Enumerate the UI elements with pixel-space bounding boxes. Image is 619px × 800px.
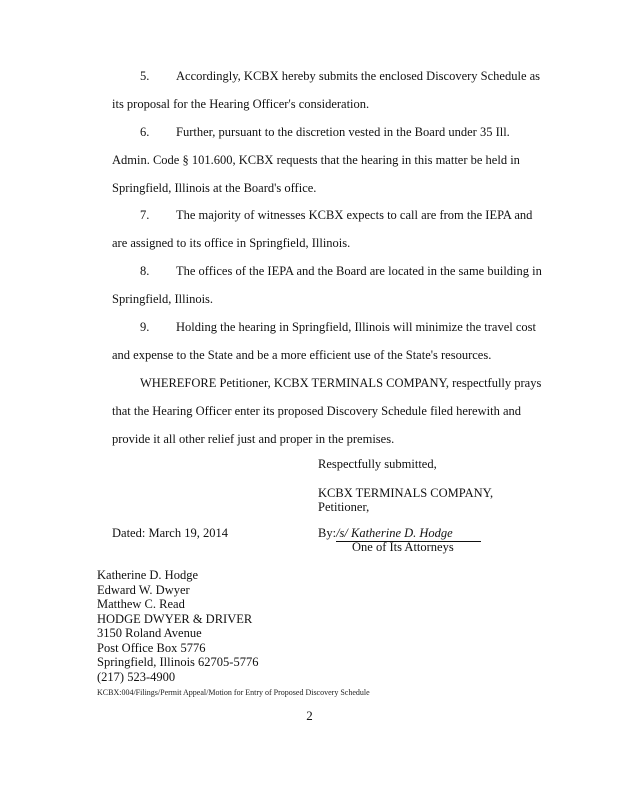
attorney-name: Matthew C. Read: [97, 597, 185, 611]
address-line: 3150 Roland Avenue: [97, 626, 202, 640]
paragraph-text: Admin. Code § 101.600, KCBX requests that the hearing in this matter be held in: [112, 153, 520, 167]
paragraph-text: The offices of the IEPA and the Board are located in the same building in: [176, 264, 542, 278]
paragraph-5: [112, 62, 541, 118]
paragraph-number: 6.: [140, 125, 150, 139]
counsel-block: [97, 568, 258, 684]
paragraph-text: and expense to the State and be a more efficient use of the State's resources.: [112, 348, 492, 362]
phone-number: (217) 523-4900: [97, 669, 176, 684]
paragraph-8: [112, 257, 542, 313]
paragraph-text: Holding the hearing in Springfield, Illinois will minimize the travel cost: [176, 320, 537, 334]
by-label: By:: [318, 526, 337, 540]
file-reference: KCBX:004/Filings/Permit Appeal/Motion for Entry of Proposed Discovery Schedule: [97, 688, 370, 697]
party-role: Petitioner,: [318, 500, 370, 514]
electronic-signature: /s/ Katherine D. Hodge: [336, 526, 481, 542]
paragraph-number: 8.: [140, 264, 150, 278]
wherefore-clause: [112, 369, 542, 453]
paragraph-text: Accordingly, KCBX hereby submits the enclosed Discovery Schedule as: [176, 69, 541, 83]
address-line: Springfield, Illinois 62705-5776: [97, 655, 259, 669]
attorney-name: Edward W. Dwyer: [97, 582, 190, 597]
paragraph-text: that the Hearing Officer enter its proposed Discovery Schedule filed herewith and: [112, 404, 522, 418]
page-number: 2: [306, 708, 313, 723]
date-line: [112, 526, 228, 541]
paragraph-text: Springfield, Illinois.: [112, 292, 214, 306]
paragraph-9: [112, 313, 537, 369]
date-value: March 19, 2014: [148, 526, 228, 540]
signer-title: One of Its Attorneys: [352, 540, 454, 554]
paragraph-text: provide it all other relief just and proper in the premises.: [112, 432, 395, 446]
paragraph-number: 7.: [140, 208, 150, 222]
paragraph-number: 9.: [140, 320, 150, 334]
paragraph-text: WHEREFORE Petitioner, KCBX TERMINALS COMPANY, respectfully prays: [140, 376, 542, 390]
address-line: Post Office Box 5776: [97, 640, 206, 655]
paragraph-6: [112, 118, 532, 202]
paragraph-text: The majority of witnesses KCBX expects to call are from the IEPA and: [176, 208, 533, 222]
firm-name: HODGE DWYER & DRIVER: [97, 611, 253, 626]
paragraph-text: are assigned to its office in Springfield, Illinois.: [112, 236, 351, 250]
company-name: KCBX TERMINALS COMPANY,: [318, 486, 494, 500]
paragraph-7: [112, 201, 532, 257]
attorney-name: Katherine D. Hodge: [97, 568, 199, 582]
paragraph-text: its proposal for the Hearing Officer's consideration.: [112, 97, 370, 111]
date-label: Dated:: [112, 526, 146, 540]
paragraph-text: Further, pursuant to the discretion vested in the Board under 35 Ill.: [176, 125, 510, 139]
closing-text: Respectfully submitted,: [318, 457, 437, 471]
paragraph-number: 5.: [140, 69, 150, 83]
paragraph-text: Springfield, Illinois at the Board's office.: [112, 181, 317, 195]
